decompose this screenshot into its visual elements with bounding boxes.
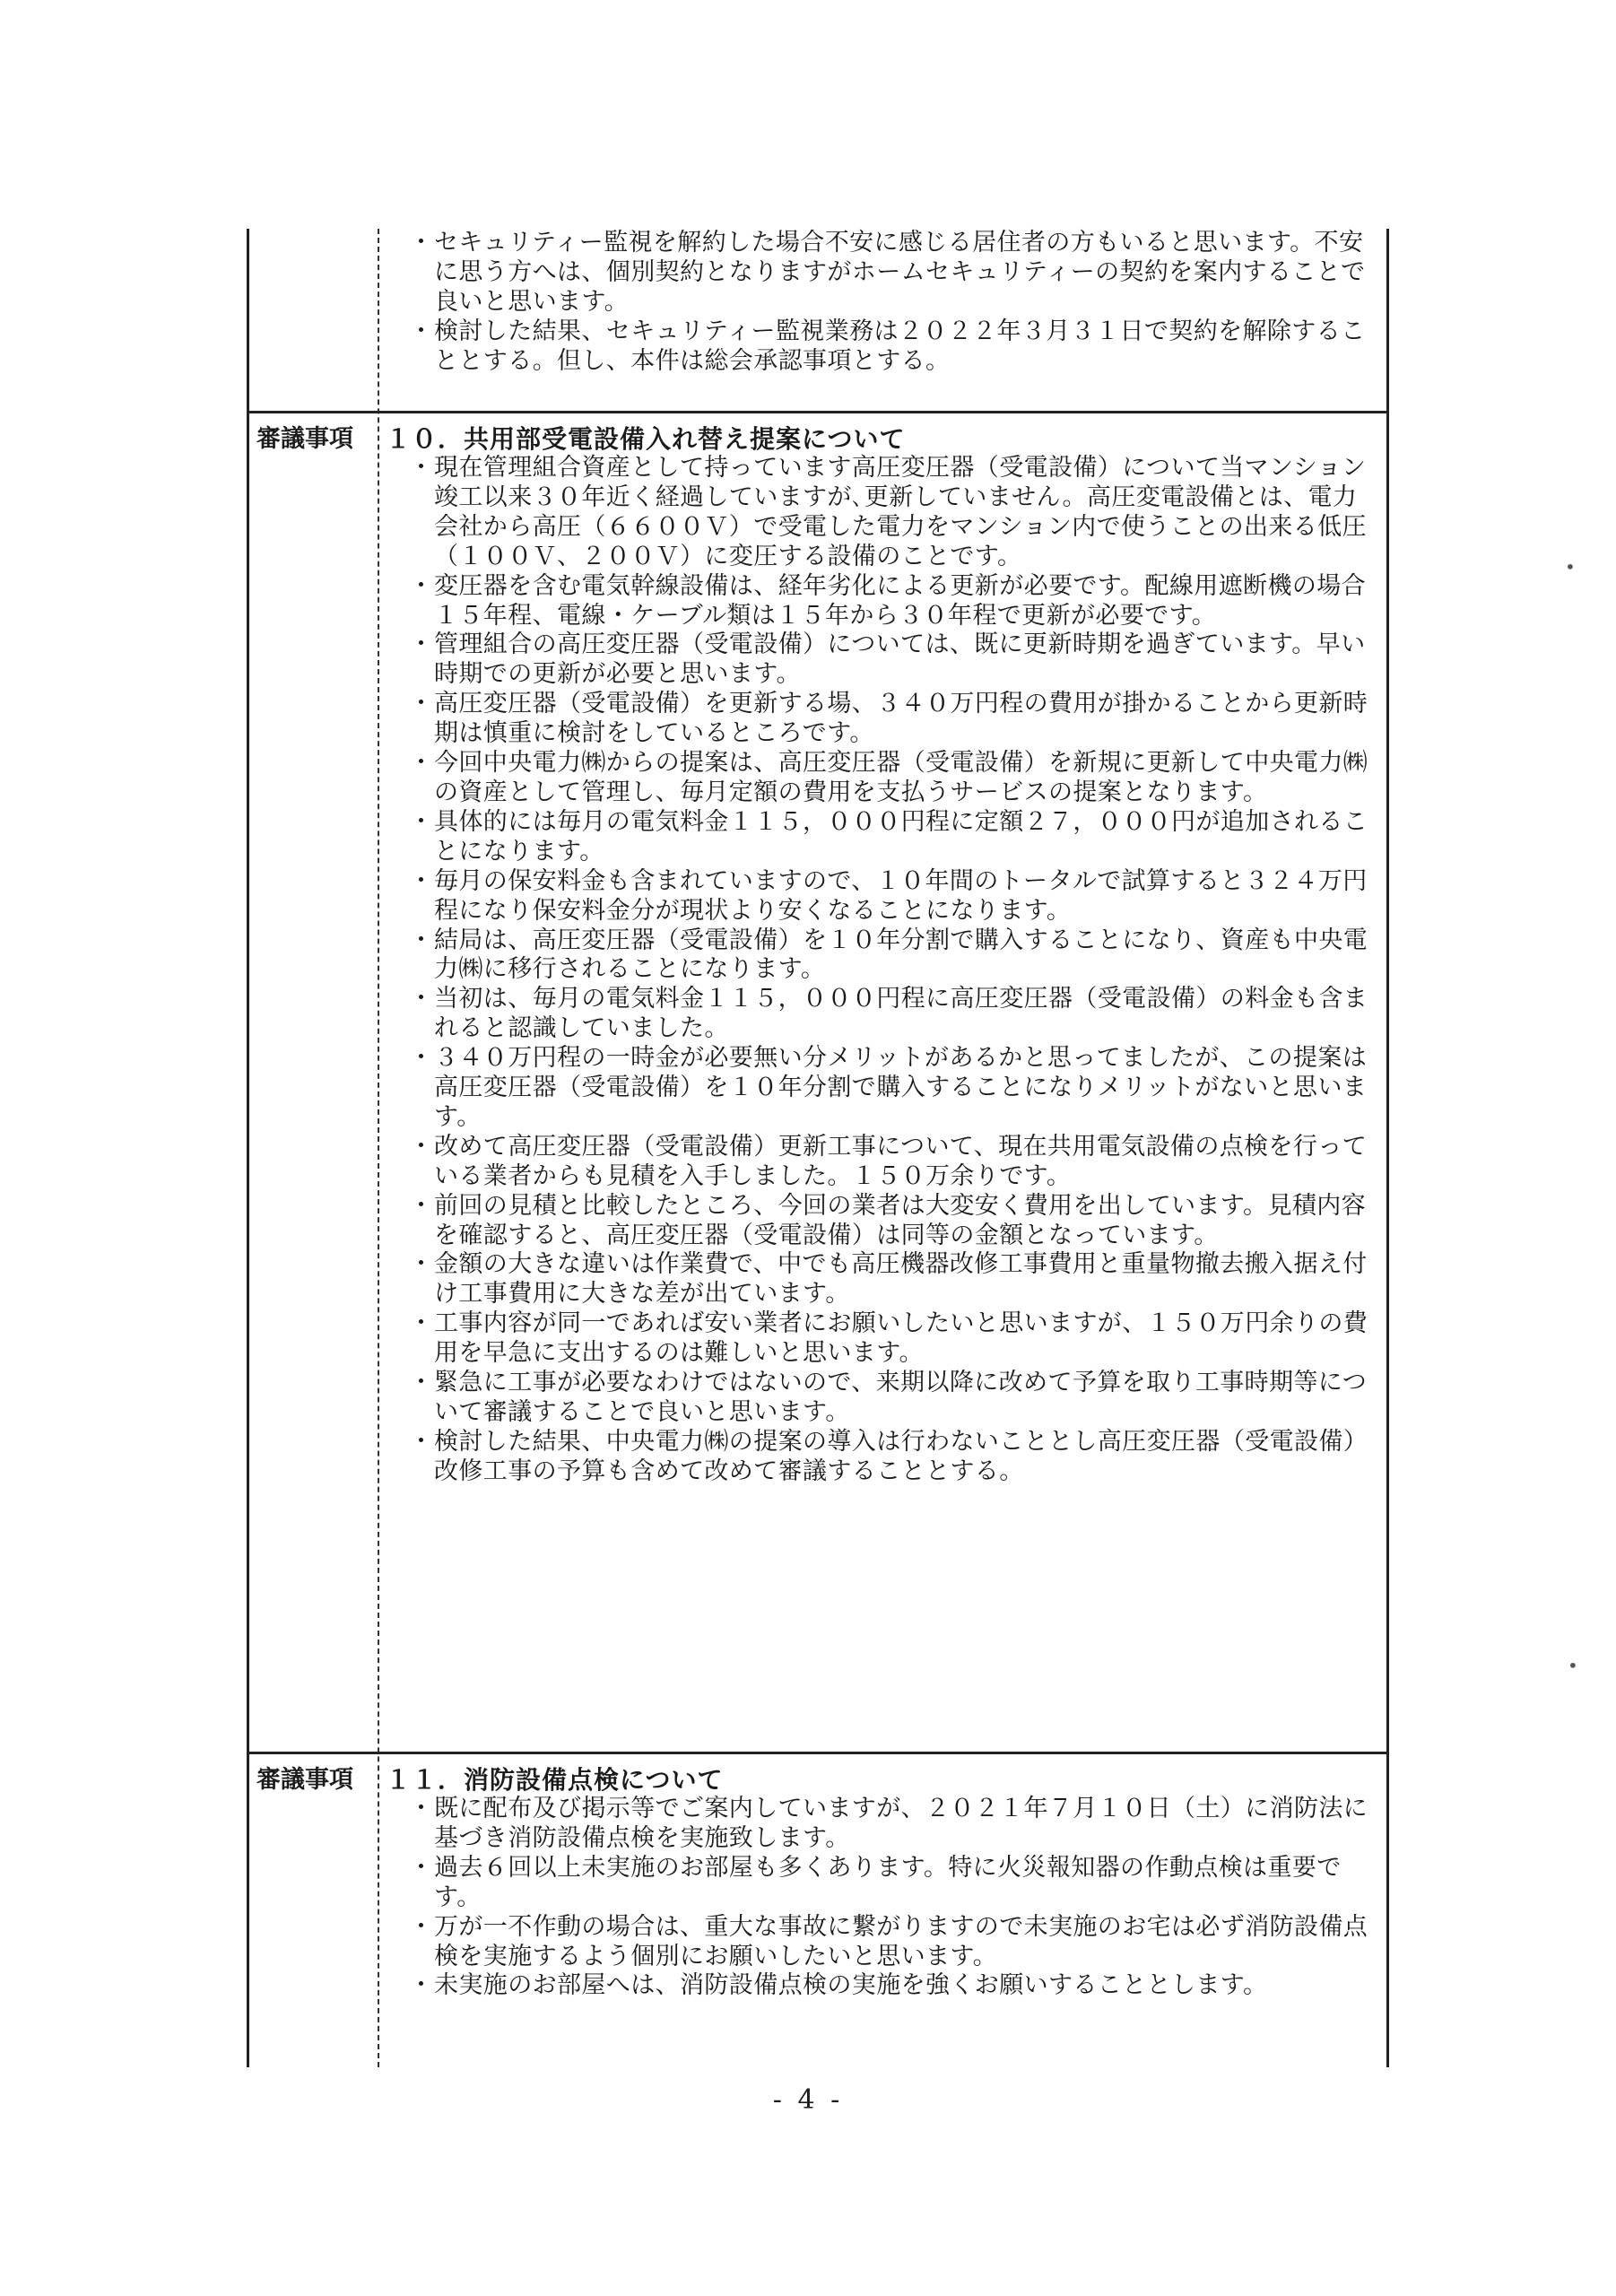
- list-item: ・ 具体的には毎月の電気料金１１５，０００円程に定額２７，０００円が追加されることになります。: [413, 808, 1381, 867]
- list-item: ・ 万が一不作動の場合は、重大な事故に繋がりますので未実施のお宅は必ず消防設備点検を実施するよう個別にお願いしたいと思います。: [413, 1913, 1381, 1972]
- list-item: ・ 未実施のお部屋へは、消防設備点検の実施を強くお願いすることとします。: [413, 1971, 1381, 2001]
- list-item: ・ 前回の見積と比較したところ、今回の業者は大変安く費用を出しています。見積内容を確認すると、高圧変圧器（受電設備）は同等の金額となっています。: [413, 1192, 1381, 1251]
- item-list: [386, 454, 1381, 1487]
- list-item: ・ 変圧器を含む電気幹線設備は、経年劣化による更新が必要です。配線用遮断機の場合１５年程、電線・ケーブル類は１５年から３０年程で更新が必要です。: [413, 572, 1381, 631]
- list-item: ・ 過去６回以上未実施のお部屋も多くあります。特に火災報知器の作動点検は重要です。: [413, 1854, 1381, 1913]
- section-label: 審議事項: [256, 425, 353, 453]
- list-item: ・ 緊急に工事が必要なわけではないので、来期以降に改めて予算を取り工事時期等について審議することで良いと思います。: [413, 1369, 1381, 1428]
- list-item: ・ ３４０万円程の一時金が必要無い分メリットがあるかと思ってましたが、この提案は高圧変圧器（受電設備）を１０年分割で購入することになりメリットがないと思います。: [413, 1044, 1381, 1133]
- row-divider: [249, 1752, 1386, 1754]
- section-heading: １１．消防設備点検について: [386, 1765, 724, 1795]
- minutes-table: [247, 229, 1389, 2067]
- column-divider: [378, 229, 379, 2067]
- list-item: ・ 高圧変圧器（受電設備）を更新する場、３４０万円程の費用が掛かることから更新時期は慎重に検討をしているところです。: [413, 690, 1381, 749]
- list-item: ・ 毎月の保安料金も含まれていますので、１０年間のトータルで試算すると３２４万円程になり保安料金分が現状より安くなることになります。: [413, 867, 1381, 926]
- list-item: ・ 当初は、毎月の電気料金１１５，０００円程に高圧変圧器（受電設備）の料金も含まれると認識していました。: [413, 985, 1381, 1044]
- list-item: ・ 検討した結果、中央電力㈱の提案の導入は行わないこととし高圧変圧器（受電設備）改修工事の予算も含めて改めて審議することとする。: [413, 1428, 1381, 1487]
- item-list: [386, 229, 1381, 377]
- list-item: ・ 既に配布及び掲示等でご案内していますが、２０２１年７月１０日（土）に消防法に基づき消防設備点検を実施致します。: [413, 1795, 1381, 1854]
- list-item: ・ 改めて高圧変圧器（受電設備）更新工事について、現在共用電気設備の点検を行っている業者からも見積を入手しました。１５０万余りです。: [413, 1133, 1381, 1192]
- list-item: ・ 工事内容が同一であれば安い業者にお願いしたいと思いますが、１５０万円余りの費用を早急に支出するのは難しいと思います。: [413, 1309, 1381, 1369]
- scan-speck: •: [1565, 556, 1576, 578]
- scan-speck: •: [1568, 1655, 1578, 1676]
- list-item: ・ 今回中央電力㈱からの提案は、高圧変圧器（受電設備）を新規に更新して中央電力㈱の資産として管理し、毎月定額の費用を支払うサービスの提案となります。: [413, 749, 1381, 808]
- page-number: - 4 -: [772, 2084, 844, 2116]
- item-list: [386, 1795, 1381, 2001]
- list-item: ・ 金額の大きな違いは作業費で、中でも高圧機器改修工事費用と重量物撤去搬入据え付け工事費用に大きな差が出ています。: [413, 1250, 1381, 1309]
- section-heading: １０．共用部受電設備入れ替え提案について: [386, 424, 906, 454]
- list-item: ・ セキュリティー監視を解約した場合不安に感じる居住者の方もいると思います。不安に思う方へは、個別契約となりますがホームセキュリティーの契約を案内することで良いと思います。: [413, 229, 1381, 317]
- list-item: ・ 検討した結果、セキュリティー監視業務は２０２２年３月３１日で契約を解除することとする。但し、本件は総会承認事項とする。: [413, 317, 1381, 377]
- section-label: 審議事項: [256, 1766, 353, 1794]
- list-item: ・ 現在管理組合資産として持っています高圧変圧器（受電設備）について当マンション竣工以来３０年近く経過していますが､更新していません。高圧変電設備とは、電力会社から高圧（６６００Ｖ）で受電した電力をマンション内で使うことの出来る低圧（１００Ｖ、２００Ｖ）に変圧する設備のことです。: [413, 454, 1381, 572]
- row-divider: [249, 411, 1386, 413]
- list-item: ・ 管理組合の高圧変圧器（受電設備）については、既に更新時期を過ぎています。早い時期での更新が必要と思います。: [413, 631, 1381, 690]
- list-item: ・ 結局は、高圧変圧器（受電設備）を１０年分割で購入することになり、資産も中央電力㈱に移行されることになります。: [413, 926, 1381, 986]
